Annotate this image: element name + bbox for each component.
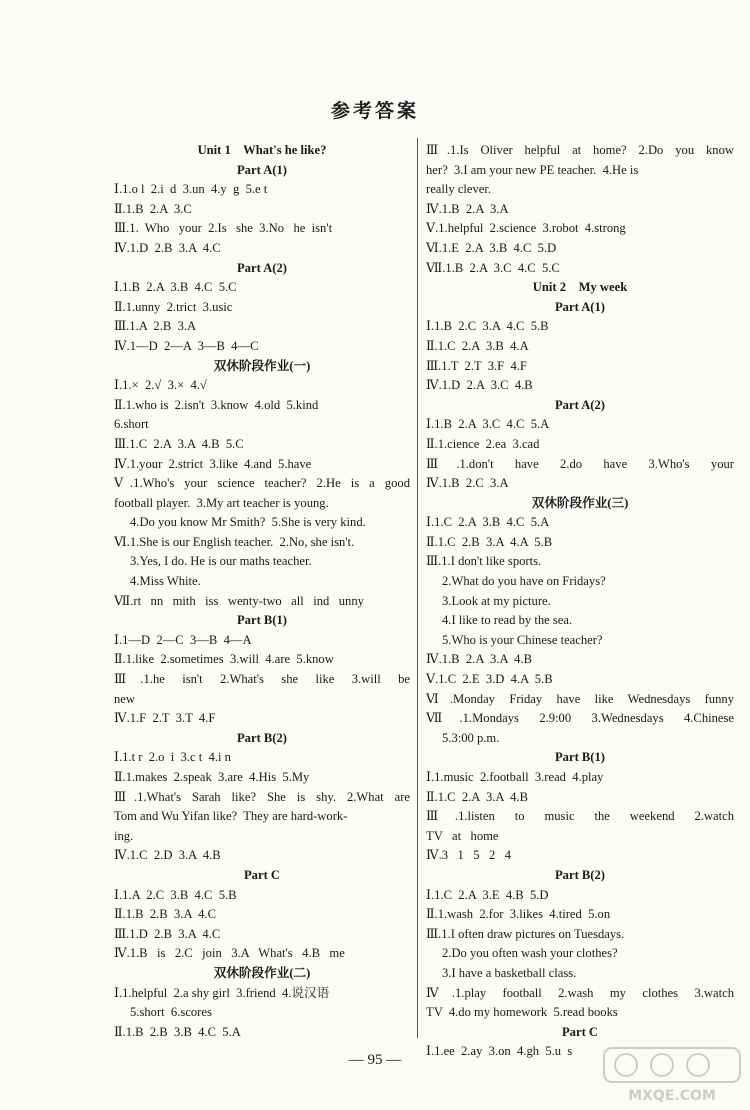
answer-line: Ⅳ.1.D 2.B 3.A 4.C — [114, 240, 221, 255]
answer-line: Ⅵ.1.She is our English teacher. 2.No, she isn't. — [114, 534, 355, 549]
answer-line: Ⅰ.1.C 2.A 3.B 4.C 5.A — [426, 515, 550, 530]
answer-line: Ⅲ.1.I don't like sports. — [426, 554, 542, 569]
answer-line: Ⅱ.1.C 2.B 3.A 4.A 5.B — [426, 534, 553, 549]
answer-line: 2.Do you often wash your clothes? — [442, 946, 618, 961]
answer-line: Ⅰ.1.C 2.A 3.E 4.B 5.D — [426, 887, 549, 902]
answer-line: Ⅰ.1.× 2.√ 3.× 4.√ — [114, 378, 207, 393]
watermark-logo — [602, 1046, 742, 1106]
answer-line: Ⅱ.1.wash 2.for 3.likes 4.tired 5.on — [426, 907, 611, 922]
answer-line: Ⅲ.1. Who your 2.Is she 3.No he isn't — [114, 221, 333, 236]
answer-line: Ⅱ.1.like 2.sometimes 3.will 4.are 5.know — [114, 652, 334, 667]
answer-line: Ⅲ.1.D 2.B 3.A 4.C — [114, 926, 221, 941]
answer-line: Ⅳ.1.B 2.A 3.A 4.B — [426, 652, 533, 667]
section-heading: 双休阶段作业(三) — [531, 495, 629, 510]
section-heading: Part B(2) — [554, 867, 605, 882]
section-heading: 双休阶段作业(一) — [213, 358, 311, 373]
page-title: 参考答案 — [330, 100, 419, 122]
answer-line: Tom and Wu Yifan like? They are hard-work- — [114, 809, 348, 824]
column-divider — [417, 138, 418, 1038]
answer-line: 3.Look at my picture. — [442, 593, 551, 608]
answer-line: Ⅲ.1.he isn't 2.What's she like 3.will be — [114, 672, 410, 687]
answer-line: Ⅱ.1.makes 2.speak 3.are 4.His 5.My — [114, 770, 310, 784]
section-heading: Part C — [243, 867, 281, 882]
answer-line: Ⅴ.1.helpful 2.science 3.robot 4.strong — [426, 221, 626, 236]
answer-line: Ⅰ.1.music 2.football 3.read 4.play — [426, 770, 604, 784]
answer-line: Ⅰ.1.o l 2.i d 3.un 4.y g 5.e t — [114, 182, 268, 197]
answer-line: Ⅰ.1.B 2.A 3.B 4.C 5.C — [114, 280, 237, 295]
answer-line: Ⅰ.1.B 2.A 3.C 4.C 5.A — [426, 417, 550, 432]
answer-line: 4.I like to read by the sea. — [442, 613, 573, 628]
answer-line: Ⅳ.1.your 2.strict 3.like 4.and 5.have — [114, 456, 312, 471]
answer-line: Ⅳ.3 1 5 2 4 — [426, 848, 511, 863]
answer-line: 5.Who is your Chinese teacher? — [442, 632, 603, 647]
answer-line: Ⅳ.1.B is 2.C join 3.A What's 4.B me — [114, 946, 345, 961]
answer-line: Ⅱ.1.B 2.B 3.B 4.C 5.A — [114, 1024, 241, 1039]
answer-line: Ⅱ.1.B 2.B 3.A 4.C — [114, 907, 216, 922]
answer-line: Ⅰ.1.A 2.C 3.B 4.C 5.B — [114, 887, 237, 902]
section-heading: Unit 2 My week — [532, 280, 628, 295]
page-number: — 95 — — [348, 1052, 402, 1068]
answer-line: Ⅳ.1—D 2—A 3—B 4—C — [114, 338, 259, 353]
answer-line: Ⅱ.1.C 2.A 3.A 4.B — [426, 789, 528, 804]
answer-line: 5.3:00 p.m. — [442, 730, 500, 745]
answer-line: 3.Yes, I do. He is our maths teacher. — [130, 554, 312, 569]
answer-line: Ⅴ.1.Who's your science teacher? 2.He is a good — [114, 476, 410, 491]
answer-line: TV at home — [426, 828, 499, 843]
answer-line: Ⅲ.1.T 2.T 3.F 4.F — [426, 358, 527, 373]
answer-line: Ⅰ.1.t r 2.o i 3.c t 4.i n — [114, 750, 231, 765]
answer-line: Ⅰ.1.B 2.C 3.A 4.C 5.B — [426, 319, 549, 334]
answer-line: Ⅲ.1.listen to music the weekend 2.watch — [426, 809, 734, 824]
answer-line: 5.short 6.scores — [130, 1005, 212, 1020]
answer-line: Ⅳ.1.play football 2.wash my clothes 3.watch — [426, 985, 734, 1000]
answer-line: Ⅲ.1.What's Sarah like? She is shy. 2.What are — [114, 789, 410, 804]
answer-line: 4.Miss White. — [130, 574, 201, 589]
answer-line: Ⅲ.1.A 2.B 3.A — [114, 319, 197, 334]
answer-line: Ⅱ.1.cience 2.ea 3.cad — [426, 436, 540, 451]
answer-line: Ⅲ.1.I often draw pictures on Tuesdays. — [426, 926, 625, 941]
section-heading: Part C — [561, 1024, 599, 1039]
svg-text:MXQE.COM: MXQE.COM — [628, 1088, 716, 1104]
answer-line: Ⅳ.1.B 2.C 3.A — [426, 476, 509, 491]
section-heading: Part A(2) — [554, 397, 605, 412]
section-heading: Unit 1 What's he like? — [197, 143, 327, 157]
answer-line: Ⅰ.1—D 2—C 3—B 4—A — [114, 632, 252, 647]
answer-line: Ⅵ.Monday Friday have like Wednesdays funny — [426, 691, 734, 706]
answer-line: new — [114, 691, 135, 706]
answer-line: Ⅲ.1.Is Oliver helpful at home? 2.Do you know — [426, 143, 734, 157]
answer-column-right — [426, 141, 734, 1062]
answer-line: Ⅱ.1.B 2.A 3.C — [114, 201, 192, 216]
section-heading: Part B(2) — [236, 730, 287, 745]
answer-line: Ⅳ.1.B 2.A 3.A — [426, 201, 509, 216]
answer-line: Ⅶ.1.Mondays 2.9:00 3.Wednesdays 4.Chinese — [426, 711, 734, 726]
section-heading: 双休阶段作业(二) — [213, 965, 311, 980]
answer-line: Ⅱ.1.C 2.A 3.B 4.A — [426, 338, 529, 353]
answer-line: Ⅳ.1.C 2.D 3.A 4.B — [114, 848, 221, 863]
section-heading: Part B(1) — [554, 750, 605, 765]
answer-line: football player. 3.My art teacher is young. — [114, 495, 329, 510]
answer-line: Ⅰ.1.helpful 2.a shy girl 3.friend 4.说汉语 — [114, 985, 330, 1000]
section-heading: Part A(2) — [236, 260, 287, 275]
answer-line: 3.I have a basketball class. — [442, 965, 577, 980]
answer-line: Ⅰ.1.ee 2.ay 3.on 4.gh 5.u s — [426, 1044, 573, 1059]
section-heading: Part B(1) — [236, 613, 287, 628]
answer-line: 2.What do you have on Fridays? — [442, 574, 606, 589]
answer-line: Ⅲ.1.don't have 2.do have 3.Who's your — [426, 456, 734, 471]
answer-line: Ⅴ.1.C 2.E 3.D 4.A 5.B — [426, 672, 553, 687]
answer-line: TV 4.do my homework 5.read books — [426, 1005, 618, 1020]
answer-line: really clever. — [426, 182, 492, 197]
answer-line: Ⅱ.1.unny 2.trict 3.usic — [114, 299, 233, 314]
section-heading: Part A(1) — [236, 162, 287, 177]
answer-line: Ⅵ.1.E 2.A 3.B 4.C 5.D — [426, 240, 557, 255]
answer-line: 4.Do you know Mr Smith? 5.She is very kind. — [130, 515, 366, 530]
answer-line: Ⅳ.1.F 2.T 3.T 4.F — [114, 711, 216, 726]
answer-line: ing. — [114, 828, 134, 843]
answer-line: Ⅲ.1.C 2.A 3.A 4.B 5.C — [114, 436, 244, 451]
answer-line: Ⅱ.1.who is 2.isn't 3.know 4.old 5.kind — [114, 397, 319, 412]
answer-line: her? 3.I am your new PE teacher. 4.He is — [426, 162, 639, 177]
answer-line: Ⅳ.1.D 2.A 3.C 4.B — [426, 378, 533, 393]
answer-line: Ⅶ.rt nn mith iss wenty-two all ind unny — [114, 593, 364, 608]
answer-line: Ⅶ.1.B 2.A 3.C 4.C 5.C — [426, 260, 560, 275]
answer-line: 6.short — [114, 417, 149, 432]
answer-column-left — [114, 141, 410, 1042]
section-heading: Part A(1) — [554, 299, 605, 314]
